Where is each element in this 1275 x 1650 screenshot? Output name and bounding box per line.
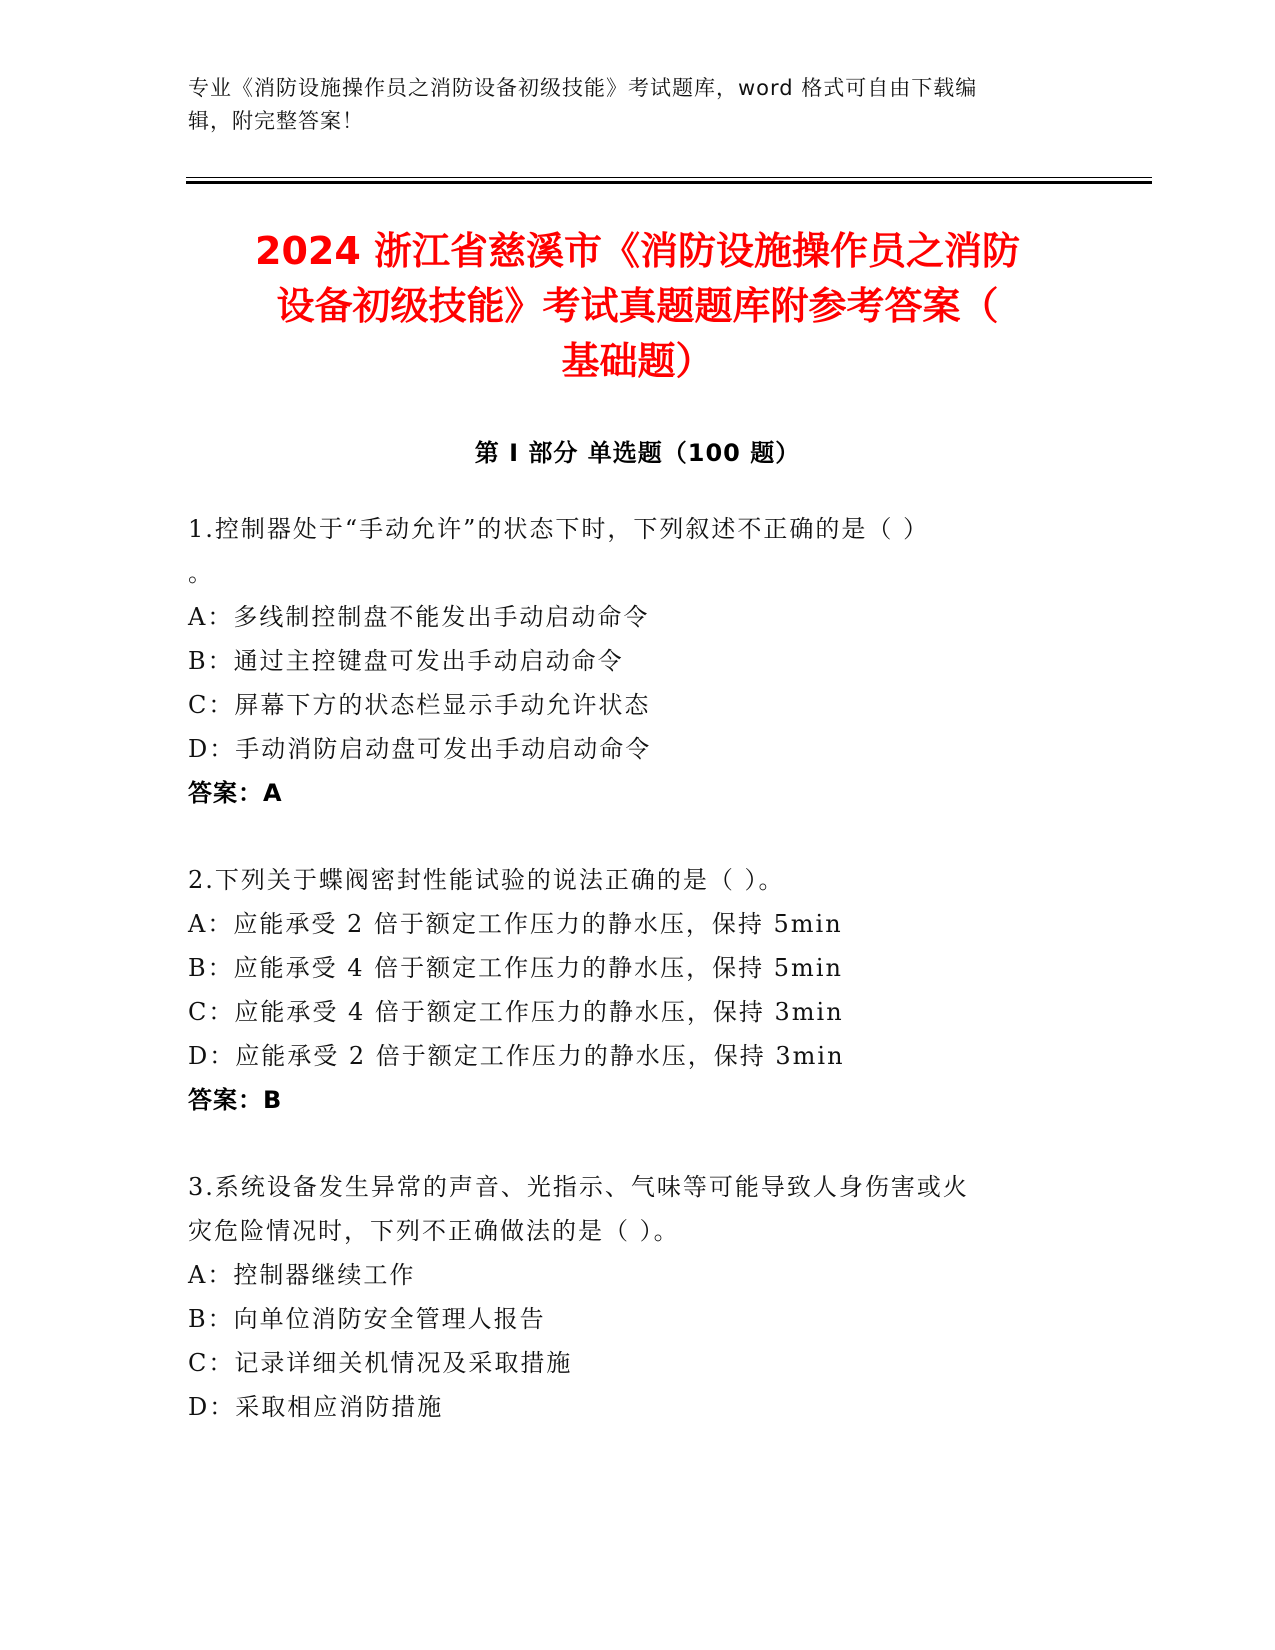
header-note bbox=[188, 72, 1068, 138]
question-stem: 1.控制器处于“手动允许”的状态下时，下列叙述不正确的是（ ） bbox=[188, 515, 930, 543]
option-b: B：向单位消防安全管理人报告 bbox=[188, 1305, 546, 1333]
option-d: D：手动消防启动盘可发出手动启动命令 bbox=[188, 735, 652, 763]
answer-label: 答案：A bbox=[188, 779, 283, 807]
question-stem: 。 bbox=[188, 559, 214, 587]
document-title-line: 基础题） bbox=[561, 339, 714, 383]
option-d: D：应能承受 2 倍于额定工作压力的静水压，保持 3min bbox=[188, 1042, 845, 1070]
question-stem: 灾危险情况时，下列不正确做法的是（ ）。 bbox=[188, 1217, 680, 1245]
option-c: C：屏幕下方的状态栏显示手动允许状态 bbox=[188, 691, 651, 719]
answer-label: 答案：B bbox=[188, 1086, 283, 1114]
header-divider-thin bbox=[186, 177, 1152, 178]
option-a: A：应能承受 2 倍于额定工作压力的静水压，保持 5min bbox=[188, 910, 843, 938]
option-a: A：控制器继续工作 bbox=[188, 1261, 416, 1289]
option-c: C：应能承受 4 倍于额定工作压力的静水压，保持 3min bbox=[188, 998, 844, 1026]
document-title bbox=[140, 224, 1135, 389]
document-title-line: 设备初级技能》考试真题题库附参考答案（ bbox=[276, 284, 999, 328]
document-title-line: 2024 浙江省慈溪市《消防设施操作员之消防 bbox=[255, 229, 1020, 273]
header-note-line: 专业《消防设施操作员之消防设备初级技能》考试题库，word 格式可自由下载编 bbox=[188, 76, 978, 100]
option-d: D：采取相应消防措施 bbox=[188, 1393, 444, 1421]
question-stem: 3.系统设备发生异常的声音、光指示、气味等可能导致人身伤害或火 bbox=[188, 1173, 969, 1201]
header-divider-thick bbox=[186, 181, 1152, 184]
option-a: A：多线制控制盘不能发出手动启动命令 bbox=[188, 603, 650, 631]
option-c: C：记录详细关机情况及采取措施 bbox=[188, 1349, 573, 1377]
question-stem: 2.下列关于蝶阀密封性能试验的说法正确的是（ ）。 bbox=[188, 866, 785, 894]
option-b: B：通过主控键盘可发出手动启动命令 bbox=[188, 647, 624, 675]
option-b: B：应能承受 4 倍于额定工作压力的静水压，保持 5min bbox=[188, 954, 843, 982]
header-note-line: 辑，附完整答案！ bbox=[188, 109, 364, 133]
section-heading: 第 I 部分 单选题（100 题） bbox=[474, 439, 801, 467]
